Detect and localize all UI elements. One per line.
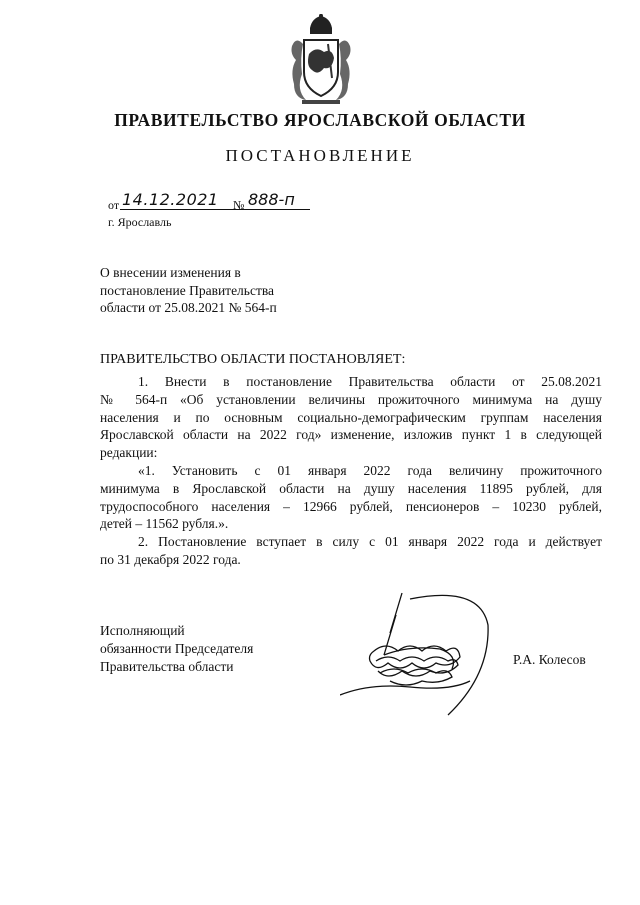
paragraph-line: редакции: <box>100 445 158 461</box>
number-sign: № <box>233 198 245 212</box>
handwritten-date: 14.12.2021 <box>122 190 219 209</box>
paragraph-line: 1. Внести в постановление Правительства области от 25.08.2021 <box>138 374 602 389</box>
signatory-title <box>100 622 253 675</box>
coat-of-arms-icon <box>288 14 354 108</box>
signatory-name: Р.А. Колесов <box>513 652 586 667</box>
document-body <box>100 373 602 569</box>
paragraph-line: трудоспособного населения – 12966 рублей, пенсионеров – 10230 рублей, <box>100 498 602 514</box>
paragraph-line: минимума в Ярославской области на душу населения 11895 рублей, для <box>100 480 602 496</box>
handwritten-number: 888-п <box>248 190 295 209</box>
subject-line: постановление Правительства <box>100 282 275 298</box>
signatory-title-line: обязанности Председателя <box>100 640 254 656</box>
paragraph-line: № 564-п «Об установлении величины прожиточного минимума на душу <box>100 391 602 407</box>
subject-line: О внесении изменения в <box>100 265 241 280</box>
signatory-title-line: Исполняющий <box>100 623 185 638</box>
date-prefix: от <box>108 198 120 212</box>
document-type: ПОСТАНОВЛЕНИЕ <box>225 146 415 165</box>
paragraph-line: населения и по основным социально-демографическим группам населения <box>100 409 602 425</box>
paragraph-line: по 31 декабря 2022 года. <box>100 551 241 567</box>
decree-heading: ПРАВИТЕЛЬСТВО ОБЛАСТИ ПОСТАНОВЛЯЕТ: <box>100 352 406 367</box>
city: г. Ярославль <box>108 215 172 229</box>
signatory-title-line: Правительства области <box>100 658 234 674</box>
paragraph-line: Ярославской области на 2022 год» изменение, изложив пункт 1 в следующей <box>100 427 602 443</box>
registration-line <box>108 190 338 216</box>
paragraph-line: детей – 11562 рубля.». <box>100 516 229 532</box>
handwritten-signature-icon <box>340 585 500 735</box>
document-subject <box>100 264 380 317</box>
organization-name: ПРАВИТЕЛЬСТВО ЯРОСЛАВСКОЙ ОБЛАСТИ <box>114 110 526 130</box>
paragraph-line: «1. Установить с 01 января 2022 года величину прожиточного <box>138 462 602 478</box>
underline <box>120 209 310 210</box>
subject-line: области от 25.08.2021 № 564-п <box>100 300 277 316</box>
paragraph-line: 2. Постановление вступает в силу с 01 января 2022 года и действует <box>138 534 602 550</box>
